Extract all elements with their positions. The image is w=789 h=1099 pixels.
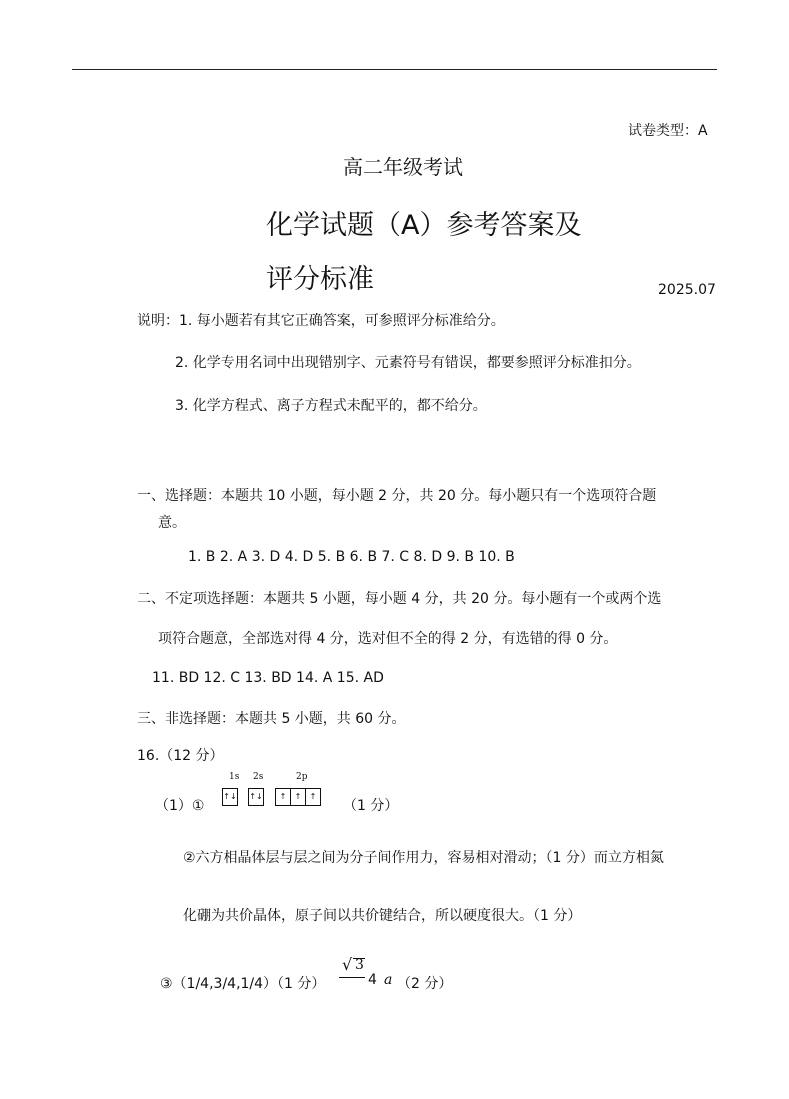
page-title-line1: 化学试题（A）参考答案及 — [266, 210, 582, 241]
paper-type: 试卷类型：A — [628, 123, 708, 139]
orbital-cell: ↑ — [290, 789, 305, 805]
orbital-cell: ↑↓ — [249, 792, 263, 801]
orbital-box-2p — [275, 788, 321, 806]
section1-answers: 1. B 2. A 3. D 4. D 5. B 6. B 7. C 8. D 9. B 10. B — [188, 549, 515, 565]
q16-part3-prefix: ③（1/4,3/4,1/4）（1 分） — [160, 976, 326, 992]
orbital-box-2s — [248, 788, 264, 806]
fraction-line — [339, 977, 365, 978]
note-3: 3. 化学方程式、离子方程式未配平的，都不给分。 — [175, 398, 487, 414]
section3-heading: 三、非选择题：本题共 5 小题，共 60 分。 — [137, 711, 406, 727]
q16-part1-prefix: （1）① — [155, 798, 205, 814]
section1-heading: 一、选择题：本题共 10 小题，每小题 2 分，共 20 分。每小题只有一个选项符合题 — [137, 488, 657, 504]
orbital-diagram — [220, 772, 340, 808]
note-1: 说明：1. 每小题若有其它正确答案，可参照评分标准给分。 — [137, 313, 505, 329]
exam-name: 高二年级考试 — [343, 155, 463, 179]
q16-part2-line2: 化硼为共价晶体，原子间以共价键结合，所以硬度很大。（1 分） — [183, 908, 582, 924]
orbital-label-2s: 2s — [253, 772, 264, 782]
section1-heading-cont: 意。 — [158, 515, 186, 531]
note-2: 2. 化学专用名词中出现错别字、元素符号有错误，都要参照评分标准扣分。 — [175, 355, 641, 371]
section2-heading-cont: 项符合题意，全部选对得 4 分，选对但不全的得 2 分，有选错的得 0 分。 — [158, 631, 618, 647]
page-title-line2: 评分标准 — [266, 264, 374, 295]
fraction-sqrt3-over-4 — [338, 955, 378, 995]
orbital-cell: ↑ — [279, 792, 287, 801]
fraction-denominator: 4 — [368, 972, 377, 988]
section2-heading: 二、不定项选择题：本题共 5 小题，每小题 4 分，共 20 分。每小题有一个或两个选 — [137, 591, 662, 607]
q16-part1-score: （1 分） — [343, 798, 399, 814]
orbital-box-1s — [222, 788, 238, 806]
orbital-label-1s: 1s — [229, 772, 240, 782]
header-rule — [72, 69, 717, 70]
q16-part3-score: （2 分） — [397, 976, 453, 992]
fraction-numerator: 3 — [355, 957, 364, 973]
variable-a: a — [384, 972, 393, 988]
orbital-label-2p: 2p — [296, 772, 308, 782]
exam-date: 2025.07 — [658, 282, 716, 298]
sqrt-icon: √ — [342, 955, 353, 974]
orbital-cell: ↑ — [305, 789, 320, 805]
q16-part2-line1: ②六方相晶体层与层之间为分子间作用力，容易相对滑动；（1 分）而立方相氮 — [183, 850, 664, 866]
q16-title: 16.（12 分） — [137, 748, 224, 764]
section2-answers: 11. BD 12. C 13. BD 14. A 15. AD — [152, 670, 384, 686]
orbital-cell: ↑↓ — [223, 792, 237, 801]
